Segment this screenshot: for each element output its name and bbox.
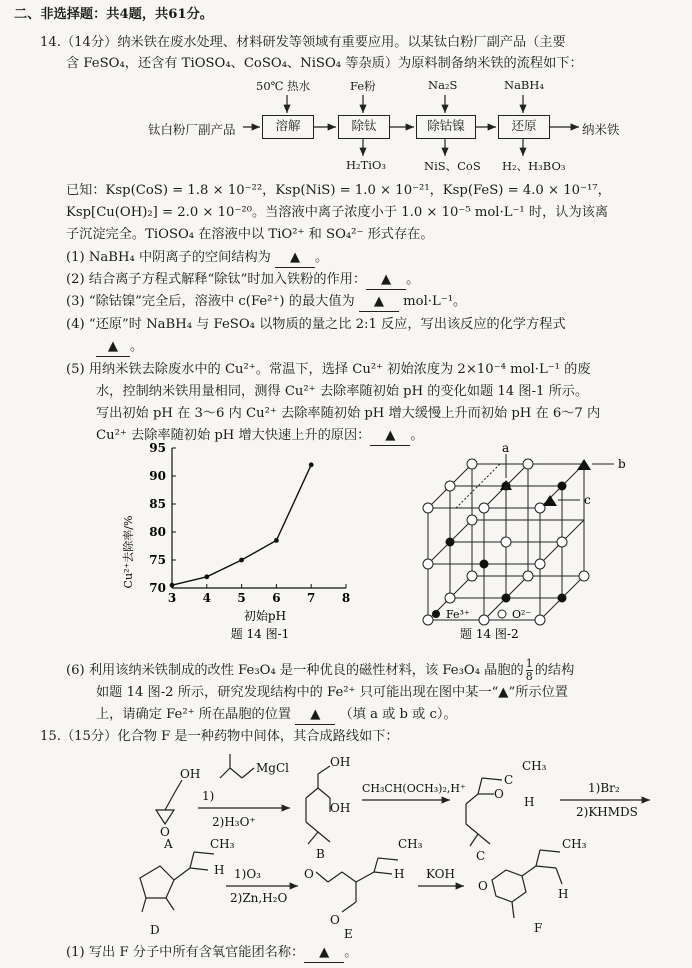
c-h: H bbox=[524, 795, 535, 809]
y-tick-label: 85 bbox=[149, 497, 166, 511]
flow-input-3: Na₂S bbox=[428, 78, 458, 92]
f-ch3: CH₃ bbox=[562, 837, 587, 851]
e-ch3: CH₃ bbox=[398, 837, 423, 851]
r4-step2: 2)Zn,H₂O bbox=[230, 891, 288, 905]
r3-step2: 2)KHMDS bbox=[576, 805, 638, 819]
answer-blank-5: ▲ bbox=[370, 427, 410, 446]
flow-input-1: 50℃ 热水 bbox=[256, 79, 311, 93]
x-tick-label: 6 bbox=[272, 591, 281, 605]
data-point bbox=[204, 574, 209, 579]
c-o: O bbox=[494, 787, 504, 801]
q14-part-4: (4) “还原”时 NaBH₄ 与 FeSO₄ 以物质的量之比 2:1 反应，写出该反应的化学方程式 bbox=[66, 317, 566, 332]
b-oh-2: OH bbox=[330, 801, 351, 815]
y-tick-label: 70 bbox=[149, 581, 166, 595]
r4-step1: 1)O₃ bbox=[234, 867, 261, 881]
x-tick-label: 4 bbox=[202, 591, 211, 605]
e-h: H bbox=[394, 867, 405, 881]
fraction: $\frac{1}{8}$ bbox=[525, 657, 533, 683]
f-o: O bbox=[478, 879, 488, 893]
flow-end: 纳米铁 bbox=[582, 122, 620, 137]
d-ch3: CH₃ bbox=[210, 837, 235, 851]
legend-fe-marker bbox=[432, 610, 440, 618]
a-oh: OH bbox=[180, 767, 201, 781]
flow-output-1: H₂TiO₃ bbox=[346, 158, 387, 172]
label-D: D bbox=[150, 923, 160, 937]
section-heading: 二、非选择题：共4题，共61分。 bbox=[14, 7, 213, 22]
q14-part-1: (1) NaBH₄ 中阴离子的空间结构为 ▲ 。 bbox=[66, 249, 328, 268]
x-tick-label: 7 bbox=[307, 591, 316, 605]
q14-part-5-line-2: 水，控制纳米铁用量相同，测得 Cu²⁺ 去除率随初始 pH 的变化如题 14 图-1 所示。 bbox=[96, 384, 589, 399]
d-h: H bbox=[214, 863, 225, 877]
fig2-caption: 题 14 图-2 bbox=[460, 627, 519, 641]
legend-o: O²⁻ bbox=[512, 608, 532, 621]
known-line-3: 子沉淀完全。TiOSO₄ 在溶液中以 TiO²⁺ 和 SO₄²⁻ 形式存在。 bbox=[66, 227, 434, 242]
fig1-caption: 题 14 图-1 bbox=[230, 627, 290, 641]
answer-blank-3: ▲ bbox=[359, 293, 399, 312]
label-E: E bbox=[344, 927, 353, 941]
answer-blank-7: ▲ bbox=[304, 944, 344, 963]
q14-part-5-line-4: Cu²⁺ 去除率随初始 pH 增大快速上升的原因： ▲ 。 bbox=[96, 427, 424, 446]
data-point bbox=[239, 558, 244, 563]
y-tick-label: 80 bbox=[149, 525, 166, 539]
data-point bbox=[309, 462, 314, 467]
position-c-marker bbox=[543, 495, 557, 506]
r1-step2: 2)H₃O⁺ bbox=[212, 815, 256, 829]
flow-step-dissolve: 溶解 bbox=[262, 115, 314, 139]
flow-input-4: NaBH₄ bbox=[504, 78, 545, 92]
y-tick-label: 75 bbox=[149, 553, 166, 567]
r3-step1: 1)Br₂ bbox=[588, 781, 620, 795]
c-c: C bbox=[504, 773, 514, 787]
flow-step-remove-coni: 除钴镍 bbox=[416, 115, 476, 139]
label-a: a bbox=[502, 441, 510, 455]
r2-reagent: CH₃CH(OCH₃)₂,H⁺ bbox=[362, 782, 466, 795]
flow-step-remove-ti: 除钛 bbox=[338, 115, 390, 139]
y-tick-label: 90 bbox=[149, 469, 166, 483]
label-A: A bbox=[164, 837, 173, 851]
answer-blank-6: ▲ bbox=[295, 706, 335, 725]
data-point bbox=[274, 538, 279, 543]
flow-start: 钛白粉厂副产品 bbox=[148, 122, 236, 137]
series-line bbox=[172, 465, 311, 585]
mgcl: MgCl bbox=[256, 761, 289, 775]
q14-part-4-answer: ▲ 。 bbox=[96, 338, 143, 357]
label-c: c bbox=[584, 493, 591, 507]
synthesis-route bbox=[130, 748, 670, 948]
label-F: F bbox=[534, 921, 543, 935]
legend-o-marker bbox=[498, 610, 506, 618]
label-C: C bbox=[476, 849, 486, 863]
q14-line-1: 14.（14分）纳米铁在废水处理、材料研发等领域有重要应用。以某钛白粉厂副产品（主要 bbox=[40, 35, 566, 50]
e-o-1: O bbox=[304, 867, 314, 881]
q14-part-6-line-3: 上，请确定 Fe²⁺ 所在晶胞的位置 ▲ （填 a 或 b 或 c）。 bbox=[96, 706, 457, 725]
known-line-1: 已知：Ksp(CoS) = 1.8 × 10⁻²²，Ksp(NiS) = 1.0 × 10⁻²¹，Ksp(FeS) = 4.0 × 10⁻¹⁷， bbox=[66, 183, 611, 198]
q14-part-3: (3) “除钴镍”完全后，溶液中 c(Fe²⁺) 的最大值为 ▲ mol·L⁻¹。 bbox=[66, 293, 466, 312]
known-line-2: Ksp[Cu(OH)₂] = 2.0 × 10⁻²⁰。当溶液中离子浓度小于 1.0 × 10⁻⁵ mol·L⁻¹ 时，认为该离 bbox=[66, 205, 609, 220]
flow-input-2: Fe粉 bbox=[350, 79, 376, 93]
flow-step-reduce: 还原 bbox=[498, 115, 550, 139]
data-point bbox=[170, 583, 175, 588]
x-tick-label: 3 bbox=[167, 591, 177, 605]
r5-reagent: KOH bbox=[426, 867, 455, 881]
q14-line-2: 含 FeSO₄，还含有 TiOSO₄、CoSO₄、NiSO₄ 等杂质）为原料制备纳米铁的流程如下： bbox=[66, 56, 583, 71]
f-h: H bbox=[558, 887, 569, 901]
answer-blank-1: ▲ bbox=[275, 249, 315, 268]
c-ch3: CH₃ bbox=[522, 759, 547, 773]
flow-output-3: H₂、H₃BO₃ bbox=[502, 159, 566, 173]
x-tick-label: 5 bbox=[237, 591, 246, 605]
legend-fe: Fe³⁺ bbox=[446, 608, 470, 621]
r1-step1: 1) bbox=[202, 789, 215, 803]
q14-part-5-line-3: 写出初始 pH 在 3～6 内 Cu²⁺ 去除率随初始 pH 增大缓慢上升而初始 pH 在 6～7 内 bbox=[96, 406, 601, 421]
q14-part-6-line-2: 如题 14 图-2 所示，研究发现结构中的 Fe²⁺ 只可能出现在图中某一“▲”所示位置 bbox=[96, 685, 568, 700]
answer-blank-4: ▲ bbox=[96, 338, 130, 357]
a-o: O bbox=[160, 825, 170, 839]
answer-blank-2: ▲ bbox=[366, 271, 406, 290]
removal-rate-chart bbox=[120, 440, 360, 650]
x-tick-label: 8 bbox=[341, 591, 351, 605]
q14-part-2: (2) 结合离子方程式解释“除钛”时加入铁粉的作用： ▲ 。 bbox=[66, 271, 419, 290]
q15-part-1: (1) 写出 F 分子中所有含氧官能团名称： ▲ 。 bbox=[66, 944, 357, 963]
chart-y-label: Cu²⁺去除率/% bbox=[122, 515, 135, 589]
crystal-cell-diagram bbox=[400, 440, 660, 650]
label-B: B bbox=[316, 847, 325, 861]
q15-line-1: 15.（15分）化合物 F 是一种药物中间体，其合成路线如下： bbox=[40, 729, 399, 744]
b-oh-1: OH bbox=[330, 755, 351, 769]
flow-arrows bbox=[0, 0, 692, 180]
q14-part-5-line-1: (5) 用纳米铁去除废水中的 Cu²⁺。常温下，选择 Cu²⁺ 初始浓度为 2×10⁻⁴ mol·L⁻¹ 的废 bbox=[66, 362, 591, 377]
y-tick-label: 95 bbox=[149, 441, 166, 455]
flow-output-2: NiS、CoS bbox=[424, 159, 481, 173]
q14-part-6-line-1: (6) 利用该纳米铁制成的改性 Fe₃O₄ 是一种优良的磁性材料，该 Fe₃O₄ 晶胞的 $\frac{1}{8}$ 的结构 bbox=[66, 657, 575, 683]
chart-x-label: 初始pH bbox=[243, 609, 287, 623]
label-b: b bbox=[618, 457, 626, 471]
e-o-2: O bbox=[330, 913, 340, 927]
